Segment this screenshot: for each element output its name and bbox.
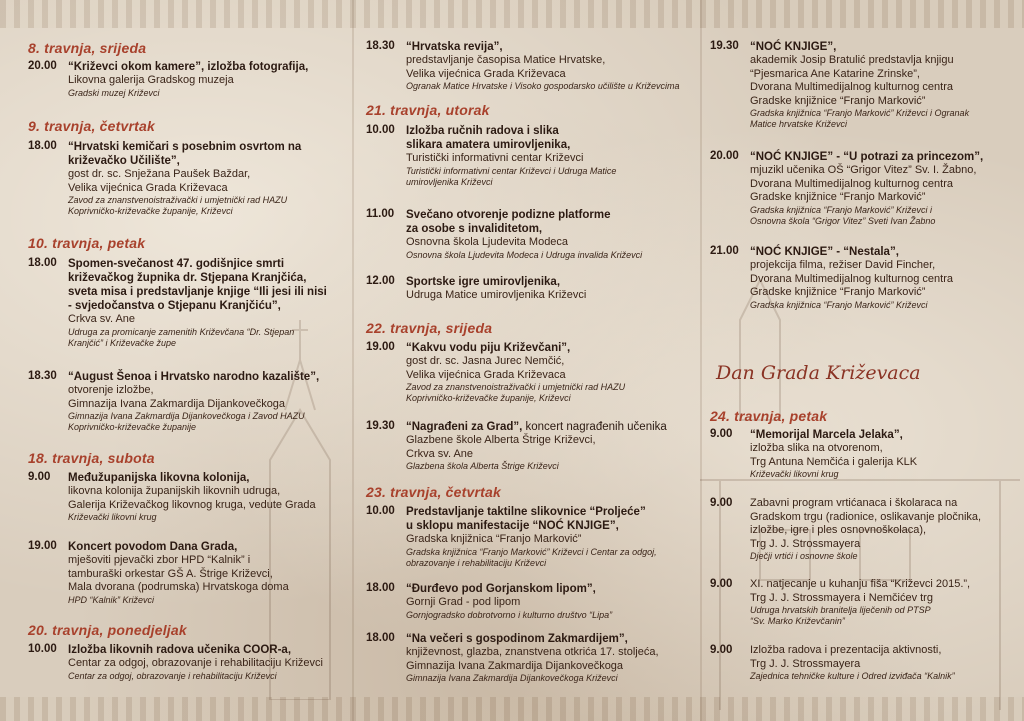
event <box>710 644 1010 682</box>
event <box>366 582 688 621</box>
event-title: “August Šenoa i Hrvatsko narodno kazalište”, <box>68 371 320 383</box>
event-details: Izložba radova i prezentacija aktivnosti, Trg J. J. Strossmayera <box>750 644 942 670</box>
event <box>710 150 1010 227</box>
event-organizer: Križevački likovni krug <box>68 512 157 522</box>
event <box>28 540 346 606</box>
event <box>366 275 688 303</box>
event-time: 18.30 <box>28 370 57 382</box>
event <box>28 471 346 523</box>
event-details: Turistički informativni centar Križevci <box>406 152 584 164</box>
event-details: Likovna galerija Gradskog muzeja <box>68 74 234 86</box>
event-time: 10.00 <box>366 124 395 136</box>
event <box>28 60 346 99</box>
date-heading: 10. travnja, petak <box>28 235 146 251</box>
event-title: Svečano otvorenje podizne platforme za osobe s invaliditetom, <box>406 209 611 235</box>
date-heading: 21. travnja, utorak <box>366 102 490 118</box>
event-block <box>710 150 1010 227</box>
event-details: XI. natjecanje u kuhanju fiša “Križevci 2015.”, Trg J. J. Strossmayera i Nemčićev trg <box>750 578 971 604</box>
event-block <box>710 245 1010 311</box>
event <box>28 643 346 682</box>
day-block <box>28 118 346 217</box>
event-block <box>28 370 346 433</box>
event-details: mješoviti pjevački zbor HPD “Kalnik” i tamburaški orkestar GŠ A. Štrige Križevci, Mala dvorana (podrumska) Hrvatskoga doma <box>68 554 289 593</box>
event-details: Centar za odgoj, obrazovanje i rehabilitaciju Križevci <box>68 657 323 669</box>
event-block <box>710 578 1010 627</box>
event-time: 9.00 <box>710 428 733 440</box>
day-block <box>366 320 688 404</box>
event-time: 19.00 <box>366 341 395 353</box>
event <box>28 140 346 217</box>
date-heading: 18. travnja, subota <box>28 450 155 466</box>
event <box>366 505 688 569</box>
event-title: “Kakvu vodu piju Križevčani”, <box>406 342 571 354</box>
event <box>710 578 1010 627</box>
event-organizer: Gradska knjižnica “Franjo Marković” Križevci <box>750 299 928 310</box>
day-block <box>28 622 346 682</box>
event-block <box>366 420 688 472</box>
event-time: 18.00 <box>28 140 57 152</box>
event-block <box>366 208 688 261</box>
event <box>710 428 1010 480</box>
event-title: “Križevci okom kamere”, izložba fotografija, <box>68 61 309 73</box>
event-time: 19.30 <box>366 420 395 432</box>
event-details: akademik Josip Bratulić predstavlja knjigu “Pjesmarica Ane Katarine Zrinske”, Dvorana Multimedijalnog kulturnog centra Gradske knjižnice “Franjo Marković” <box>750 54 954 107</box>
event-details: otvorenje izložbe, Gimnazija Ivana Zakmardija Dijankovečkoga <box>68 384 286 410</box>
event <box>366 124 688 188</box>
event-time: 10.00 <box>366 505 395 517</box>
event-time: 18.30 <box>366 40 395 52</box>
date-heading: 20. travnja, ponedjeljak <box>28 622 187 638</box>
date-heading: 24. travnja, petak <box>710 408 828 424</box>
event-title: Izložba ručnih radova i slika slikara amatera umirovljenika, <box>406 125 571 151</box>
event-title: Predstavljanje taktilne slikovnice “Proljeće” u sklopu manifestacije “NOĆ KNJIGE”, <box>406 506 646 532</box>
event-organizer: Gradski muzej Križevci <box>68 87 160 98</box>
event-block <box>366 40 688 92</box>
event-title: “Memorijal Marcela Jelaka”, <box>750 429 903 441</box>
event-time: 20.00 <box>28 60 57 72</box>
event-time: 18.00 <box>28 257 57 269</box>
event-organizer: Dječji vrtići i osnovne škole <box>750 551 858 561</box>
event-details: projekcija filma, režiser David Fincher, Dvorana Multimedijalnog kulturnog centra Gradske knjižnice “Franjo Marković” <box>750 259 953 298</box>
event-details: Osnovna škola Ljudevita Modeca <box>406 236 569 248</box>
event-block <box>366 632 688 684</box>
event-time: 10.00 <box>28 643 57 655</box>
event-details: Gradska knjižnica “Franjo Marković” <box>406 533 582 545</box>
event-title: “Na večeri s gospodinom Zakmardijem”, <box>406 633 628 645</box>
event-time: 19.30 <box>710 40 739 52</box>
event-time: 12.00 <box>366 275 395 287</box>
event-details: Crkva sv. Ane <box>68 313 136 325</box>
event-organizer: Zavod za znanstvenoistraživački i umjetnički rad HAZU Koprivničko-križevačke županije, Križevci <box>406 382 626 403</box>
event-details: Glazbene škole Alberta Štrige Križevci, Crkva sv. Ane <box>406 434 596 460</box>
event <box>366 208 688 261</box>
event-details: mjuzikl učenika OŠ “Grigor Vitez” Sv. I. Žabno, Dvorana Multimedijalnog kulturnog centra Gradske knjižnice “Franjo Marković” <box>750 164 977 203</box>
event <box>710 245 1010 311</box>
event-details: predstavljanje časopisa Matice Hrvatske, Velika vijećnica Grada Križevaca <box>406 54 606 80</box>
event-details: Gornji Grad - pod lipom <box>406 596 521 608</box>
event-organizer: Turistički informativni centar Križevci i Udruga Matice umirovljenika Križevci <box>406 165 617 187</box>
event-details: likovna kolonija županijskih likovnih udruga, Galerija Križevačkog likovnog kruga, vedute Grada <box>68 485 316 511</box>
event-organizer: Gradska knjižnica “Franjo Marković” Križevci i Ogranak Matice hrvatske Križevci <box>750 108 970 129</box>
event-time: 21.00 <box>710 245 739 257</box>
event <box>366 341 688 404</box>
event <box>366 40 688 92</box>
event-organizer: Osnovna škola Ljudevita Modeca i Udruga invalida Križevci <box>406 249 643 260</box>
event-title: “Đurđevo pod Gorjanskom lipom”, <box>406 583 596 595</box>
event-time: 9.00 <box>28 471 51 483</box>
event-time: 18.00 <box>366 632 395 644</box>
event-organizer: Udruga hrvatskih branitelja liječenih od PTSP “Sv. Marko Križevčanin” <box>750 605 931 626</box>
event-organizer: Gradska knjižnica “Franjo Marković” Križevci i Osnovna škola “Grigor Vitez” Sveti Ivan Žabno <box>750 204 936 226</box>
event <box>366 632 688 684</box>
event-details: književnost, glazba, znanstvena otkrića 17. stoljeća, Gimnazija Ivana Zakmardija Dijankovečkoga <box>406 646 659 672</box>
event-title: “Hrvatski kemičari s posebnim osvrtom na križevačko Učilište”, <box>68 141 302 167</box>
event <box>28 257 346 349</box>
event-time: 19.00 <box>28 540 57 552</box>
event-block <box>366 582 688 621</box>
event-details: Zabavni program vrtićanaca i školaraca na Gradskom trgu (radionice, oslikavanje pločnika, izložbe, igre i ples osnovnoškolaca), Trg J. J. Strossmayera <box>750 497 982 550</box>
day-block <box>710 408 1010 480</box>
event-time: 9.00 <box>710 578 733 590</box>
event-time: 20.00 <box>710 150 739 162</box>
event-organizer: Ogranak Matice Hrvatske i Visoko gospodarsko učilište u Križevcima <box>406 81 680 91</box>
event-block <box>710 644 1010 682</box>
event <box>710 40 1010 130</box>
event-organizer: Udruga za promicanje zamenitih Križevčana “Dr. Stjepan Kranjčić” i Križevačke župe <box>68 326 295 348</box>
event-organizer: Gimnazija Ivana Zakmardija Dijankovečkoga i Zavod HAZU Koprivničko-križevačke županije <box>68 411 305 432</box>
event-block <box>710 40 1010 130</box>
event-title: “NOĆ KNJIGE” - “Nestala”, <box>750 246 899 258</box>
event-title: “NOĆ KNJIGE” - “U potrazi za princezom”, <box>750 151 984 163</box>
event-title: Spomen-svečanost 47. godišnjice smrti križevačkog župnika dr. Stjepana Kranjčića, sveta misa i predstavljanje knjige “Ili jesi ili nisi - svjedočanstva o Stjepanu Kranjčiću”, <box>68 258 327 312</box>
event-title: Međužupanijska likovna kolonija, <box>68 472 250 484</box>
event <box>710 497 1010 562</box>
event-block <box>366 275 688 303</box>
date-heading: 8. travnja, srijeda <box>28 40 147 56</box>
event-time: 9.00 <box>710 497 733 509</box>
event-block <box>710 497 1010 562</box>
event-details: gost dr. sc. Snježana Paušek Baždar, Velika vijećnica Grada Križevaca <box>68 168 251 194</box>
event-details: izložba slika na otvorenom, Trg Antuna Nemčića i galerija KLK <box>750 442 918 468</box>
event-organizer: Gimnazija Ivana Zakmardija Dijankovečkoga Križevci <box>406 673 618 683</box>
event-block <box>28 540 346 606</box>
day-block <box>28 450 346 523</box>
event-organizer: Zavod za znanstvenoistraživački i umjetnički rad HAZU Koprivničko-križevačke županije, Križevci <box>68 195 288 216</box>
event-organizer: Glazbena škola Alberta Štrige Križevci <box>406 461 559 471</box>
event-time: 18.00 <box>366 582 395 594</box>
event-organizer: Križevački likovni krug <box>750 469 839 479</box>
day-block <box>366 102 688 188</box>
event <box>28 370 346 433</box>
section-header-dan-grada: Dan Grada Križevaca <box>716 362 921 384</box>
day-block <box>366 484 688 569</box>
event-time: 11.00 <box>366 208 395 220</box>
event-title: “Nagrađeni za Grad”, koncert nagrađenih učenika <box>406 421 667 433</box>
event-organizer: Gornjogradsko dobrotvorno i kulturno društvo “Lipa” <box>406 609 613 620</box>
date-heading: 22. travnja, srijeda <box>366 320 493 336</box>
day-block <box>28 235 346 349</box>
date-heading: 23. travnja, četvrtak <box>366 484 501 500</box>
event <box>366 420 688 472</box>
event-title: Sportske igre umirovljenika, <box>406 276 561 288</box>
event-title: “NOĆ KNJIGE”, <box>750 41 837 53</box>
date-heading: 9. travnja, četvrtak <box>28 118 155 134</box>
event-title: Izložba likovnih radova učenika COOR-a, <box>68 644 292 656</box>
event-time: 9.00 <box>710 644 733 656</box>
event-organizer: HPD “Kalnik” Križevci <box>68 594 155 605</box>
event-title: Koncert povodom Dana Grada, <box>68 541 238 553</box>
event-details: gost dr. sc. Jasna Jurec Nemčić, Velika vijećnica Grada Križevaca <box>406 355 566 381</box>
event-title: “Hrvatska revija”, <box>406 41 503 53</box>
day-block <box>28 40 346 99</box>
event-organizer: Gradska knjižnica “Franjo Marković” Križevci i Centar za odgoj, obrazovanje i rehabilitaciju Križevci <box>406 546 657 568</box>
event-organizer: Centar za odgoj, obrazovanje i rehabilitaciju Križevci <box>68 670 277 681</box>
event-details: Udruga Matice umirovljenika Križevci <box>406 289 587 301</box>
decorative-top-border <box>0 0 1024 28</box>
event-organizer: Zajednica tehničke kulture i Odred izviđača “Kalnik” <box>750 671 955 681</box>
